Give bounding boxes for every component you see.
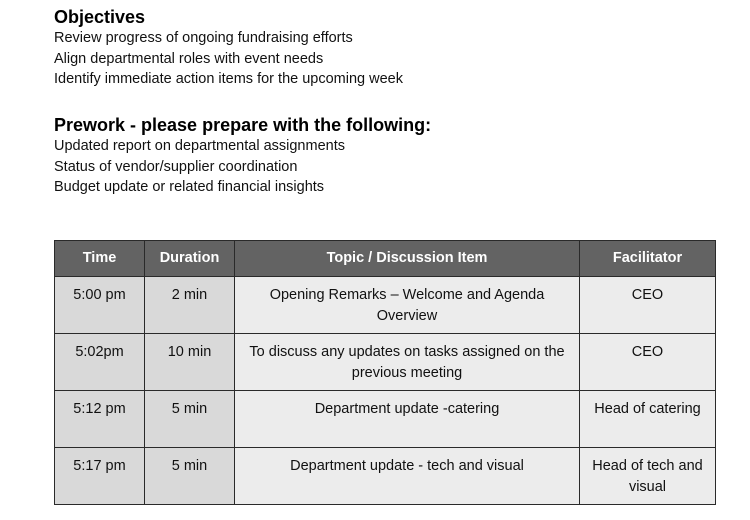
header-duration: Duration: [145, 241, 235, 277]
cell-facilitator: CEO: [580, 277, 716, 334]
table-row: [55, 448, 716, 505]
cell-facilitator: Head of catering: [580, 391, 716, 448]
cell-duration: 5 min: [145, 448, 235, 505]
cell-time: 5:12 pm: [55, 391, 145, 448]
header-topic: Topic / Discussion Item: [235, 241, 580, 277]
objective-item: Align departmental roles with event needs: [54, 50, 324, 67]
table-row: [55, 334, 716, 391]
agenda-table: [54, 240, 716, 505]
cell-topic: Department update - tech and visual: [235, 448, 580, 505]
header-time: Time: [55, 241, 145, 277]
objectives-heading: Objectives: [54, 7, 146, 27]
cell-facilitator: Head of tech and visual: [580, 448, 716, 505]
table-row: [55, 277, 716, 334]
prework-item: Budget update or related financial insights: [54, 179, 325, 195]
agenda-header-row: [55, 241, 716, 277]
agenda-table-container: [54, 240, 716, 505]
objective-item: Review progress of ongoing fundraising efforts: [54, 30, 353, 46]
cell-topic: To discuss any updates on tasks assigned on the previous meeting: [235, 334, 580, 391]
prework-item: Status of vendor/supplier coordination: [54, 158, 298, 175]
header-facilitator: Facilitator: [580, 241, 716, 277]
objective-item: Identify immediate action items for the upcoming week: [54, 71, 403, 87]
cell-time: 5:17 pm: [55, 448, 145, 505]
cell-time: 5:02pm: [55, 334, 145, 391]
cell-duration: 2 min: [145, 277, 235, 334]
prework-heading: Prework - please prepare with the following:: [54, 115, 432, 135]
cell-topic: Department update -catering: [235, 391, 580, 448]
prework-section: [54, 114, 431, 198]
prework-item: Updated report on departmental assignments: [54, 138, 345, 154]
cell-duration: 10 min: [145, 334, 235, 391]
cell-topic: Opening Remarks – Welcome and Agenda Overview: [235, 277, 580, 334]
table-row: [55, 391, 716, 448]
cell-facilitator: CEO: [580, 334, 716, 391]
cell-time: 5:00 pm: [55, 277, 145, 334]
cell-duration: 5 min: [145, 391, 235, 448]
objectives-section: [54, 6, 403, 90]
